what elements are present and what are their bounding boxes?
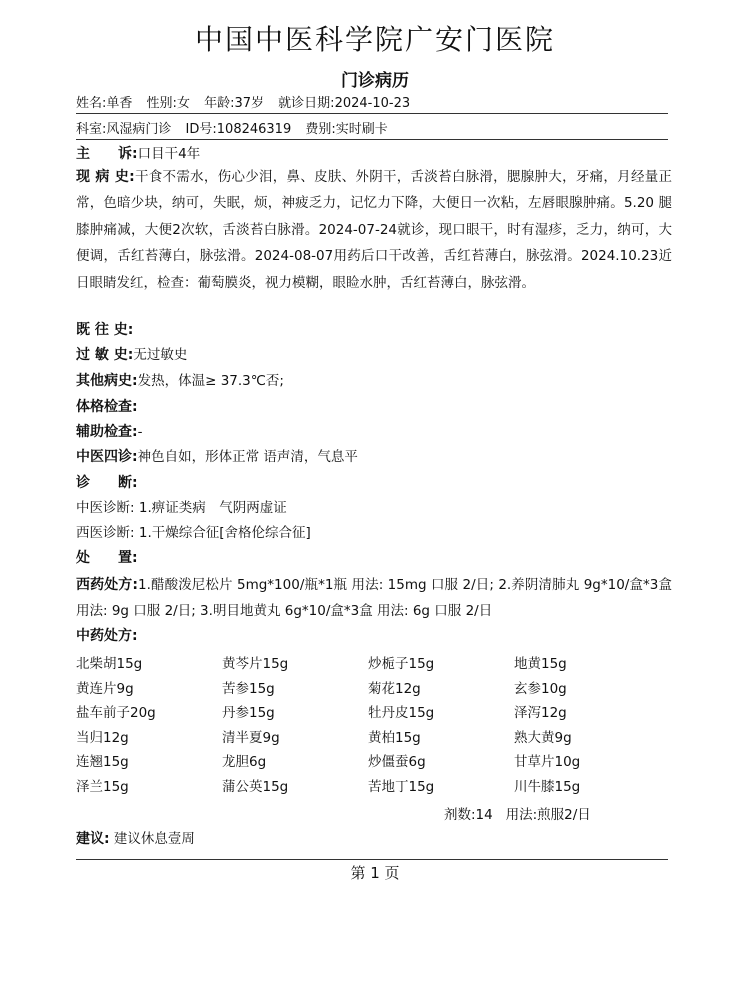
herb-item: 连翘15g [76,754,129,770]
dept-label: 科室: [76,122,107,137]
patient-info-row-1 [76,92,410,111]
disposal-heading [76,546,676,571]
footer-divider [76,859,668,860]
page-number: 第 1 页 [350,864,400,882]
tcm-four-text: 神色自如，形体正常 语声清，气息平 [137,449,358,465]
dosage-info [444,803,674,828]
herb-item: 牡丹皮15g [368,705,435,721]
herb-item: 北柴胡15g [76,656,143,672]
visit-date: 2024-10-23 [334,96,411,111]
herb-item: 清半夏9g [222,729,280,746]
herb-item: 黄柏15g [368,729,421,746]
present-history-label: 现 病 史: [76,169,135,185]
tcm-prescription-heading [76,624,676,649]
sex-label: 性别: [146,96,177,111]
herb-item: 黄芩片15g [222,656,289,672]
present-history-text: 干食不需水，伤心少泪，鼻、皮肤、外阴干，舌淡苔白脉滑，腮腺肿大，牙痛，月经量正常，色暗少块，纳可，失眠，烦，神疲乏力，记忆力下降，大便日一次粘，左唇眼腺肿痛。5.20 腿膝肿痛减，大便2次软，舌淡苔白脉滑。2024-07-24就诊，现口眼干，时有湿疹，乏力，纳可，大便调，舌红苔薄白，脉弦滑。2024-08-07用药后口干改善，舌红苔薄白，脉弦滑。2024.10.23近日眼睛发红，检查：葡萄膜炎，视力模糊，眼睑水肿，舌红苔薄白，脉弦滑。 [76,169,672,291]
auxiliary-exam [76,420,676,445]
department: 风湿病门诊 [106,122,172,137]
fee-label: 费别: [305,122,336,137]
past-history [76,318,676,343]
id-label: ID号: [185,122,217,137]
divider [76,113,668,114]
diagnosis-label: 诊 断: [76,475,138,491]
western-rx-text: 1.醋酸泼尼松片 5mg*100/瓶*1瓶 用法: 15mg 口服 2/日; 2.养阴清肺丸 9g*10/盒*3盒 用法: 9g 口服 2/日; 3.明目地黄丸 6g*10/盒*3盒 用法: 6g 口服 2/日 [76,577,672,620]
tcm-four-diagnostics [76,445,676,470]
herb-item: 黄连片9g [76,680,134,697]
tcm-diagnosis-label: 中医诊断: [76,500,135,516]
dose-usage: 用法:煎服2/日 [505,807,591,823]
herb-item: 苦参15g [222,680,275,697]
patient-sex: 女 [176,96,190,111]
herb-item: 苦地丁15g [368,778,435,795]
advice-label: 建议: [76,831,110,847]
other-history [76,369,676,394]
physical-exam-label: 体格检查: [76,399,138,415]
document-title: 门诊病历 [341,71,409,91]
western-prescription [76,572,672,625]
patient-id: 108246319 [216,122,292,137]
herb-item: 菊花12g [368,680,421,697]
patient-info-row-2 [76,118,388,137]
auxiliary-exam-label: 辅助检查: [76,424,138,440]
chief-complaint-label: 主 诉: [76,146,138,162]
age-label: 年龄: [204,96,235,111]
present-history [76,164,672,296]
patient-age: 37岁 [234,96,265,111]
auxiliary-exam-text: - [137,424,143,440]
herb-item: 甘草片10g [514,754,581,770]
disposal-label: 处 置: [76,550,138,566]
physical-exam [76,395,676,420]
hospital-name: 中国中医科学院广安门医院 [194,23,555,56]
allergy-label: 过 敏 史: [76,347,134,363]
name-label: 姓名: [76,96,107,111]
tcm-diagnosis [76,496,676,521]
other-history-label: 其他病史: [76,373,138,389]
herb-item: 炒僵蚕6g [368,754,426,770]
herb-item: 蒲公英15g [222,778,289,795]
past-history-label: 既 往 史: [76,322,134,338]
herb-item: 泽兰15g [76,778,129,795]
patient-name: 单香 [106,96,133,111]
fee-type: 实时刷卡 [335,122,388,137]
tcm-four-label: 中医四诊: [76,449,138,465]
herb-item: 丹参15g [222,705,275,721]
visit-date-label: 就诊日期: [278,96,335,111]
herb-item: 玄参10g [514,680,567,697]
other-history-text: 发热，体温≥ 37.3℃否; [137,373,284,389]
herb-item: 当归12g [76,729,129,746]
western-rx-label: 西药处方: [76,577,139,593]
western-diagnosis-text: 1.干燥综合征[舍格伦综合征] [138,525,311,541]
herb-item: 泽泻12g [514,705,567,721]
chief-complaint-text: 口目干4年 [137,146,201,162]
diagnosis-heading [76,471,676,496]
herb-item: 炒栀子15g [368,656,435,672]
herb-item: 盐车前子20g [76,705,156,721]
advice [76,827,676,852]
dose-count: 剂数:14 [444,807,493,823]
herb-item: 川牛膝15g [514,778,581,795]
herb-item: 熟大黄9g [514,729,572,746]
herb-item: 龙胆6g [222,754,267,770]
divider [76,139,668,140]
advice-text: 建议休息壹周 [113,831,195,847]
herb-item: 地黄15g [514,656,567,672]
tcm-diagnosis-text: 1.痹证类病 气阴两虚证 [138,500,287,516]
western-diagnosis [76,521,676,546]
allergy-history [76,343,676,368]
tcm-rx-label: 中药处方: [76,628,138,644]
western-diagnosis-label: 西医诊断: [76,525,135,541]
allergy-text: 无过敏史 [133,347,188,363]
